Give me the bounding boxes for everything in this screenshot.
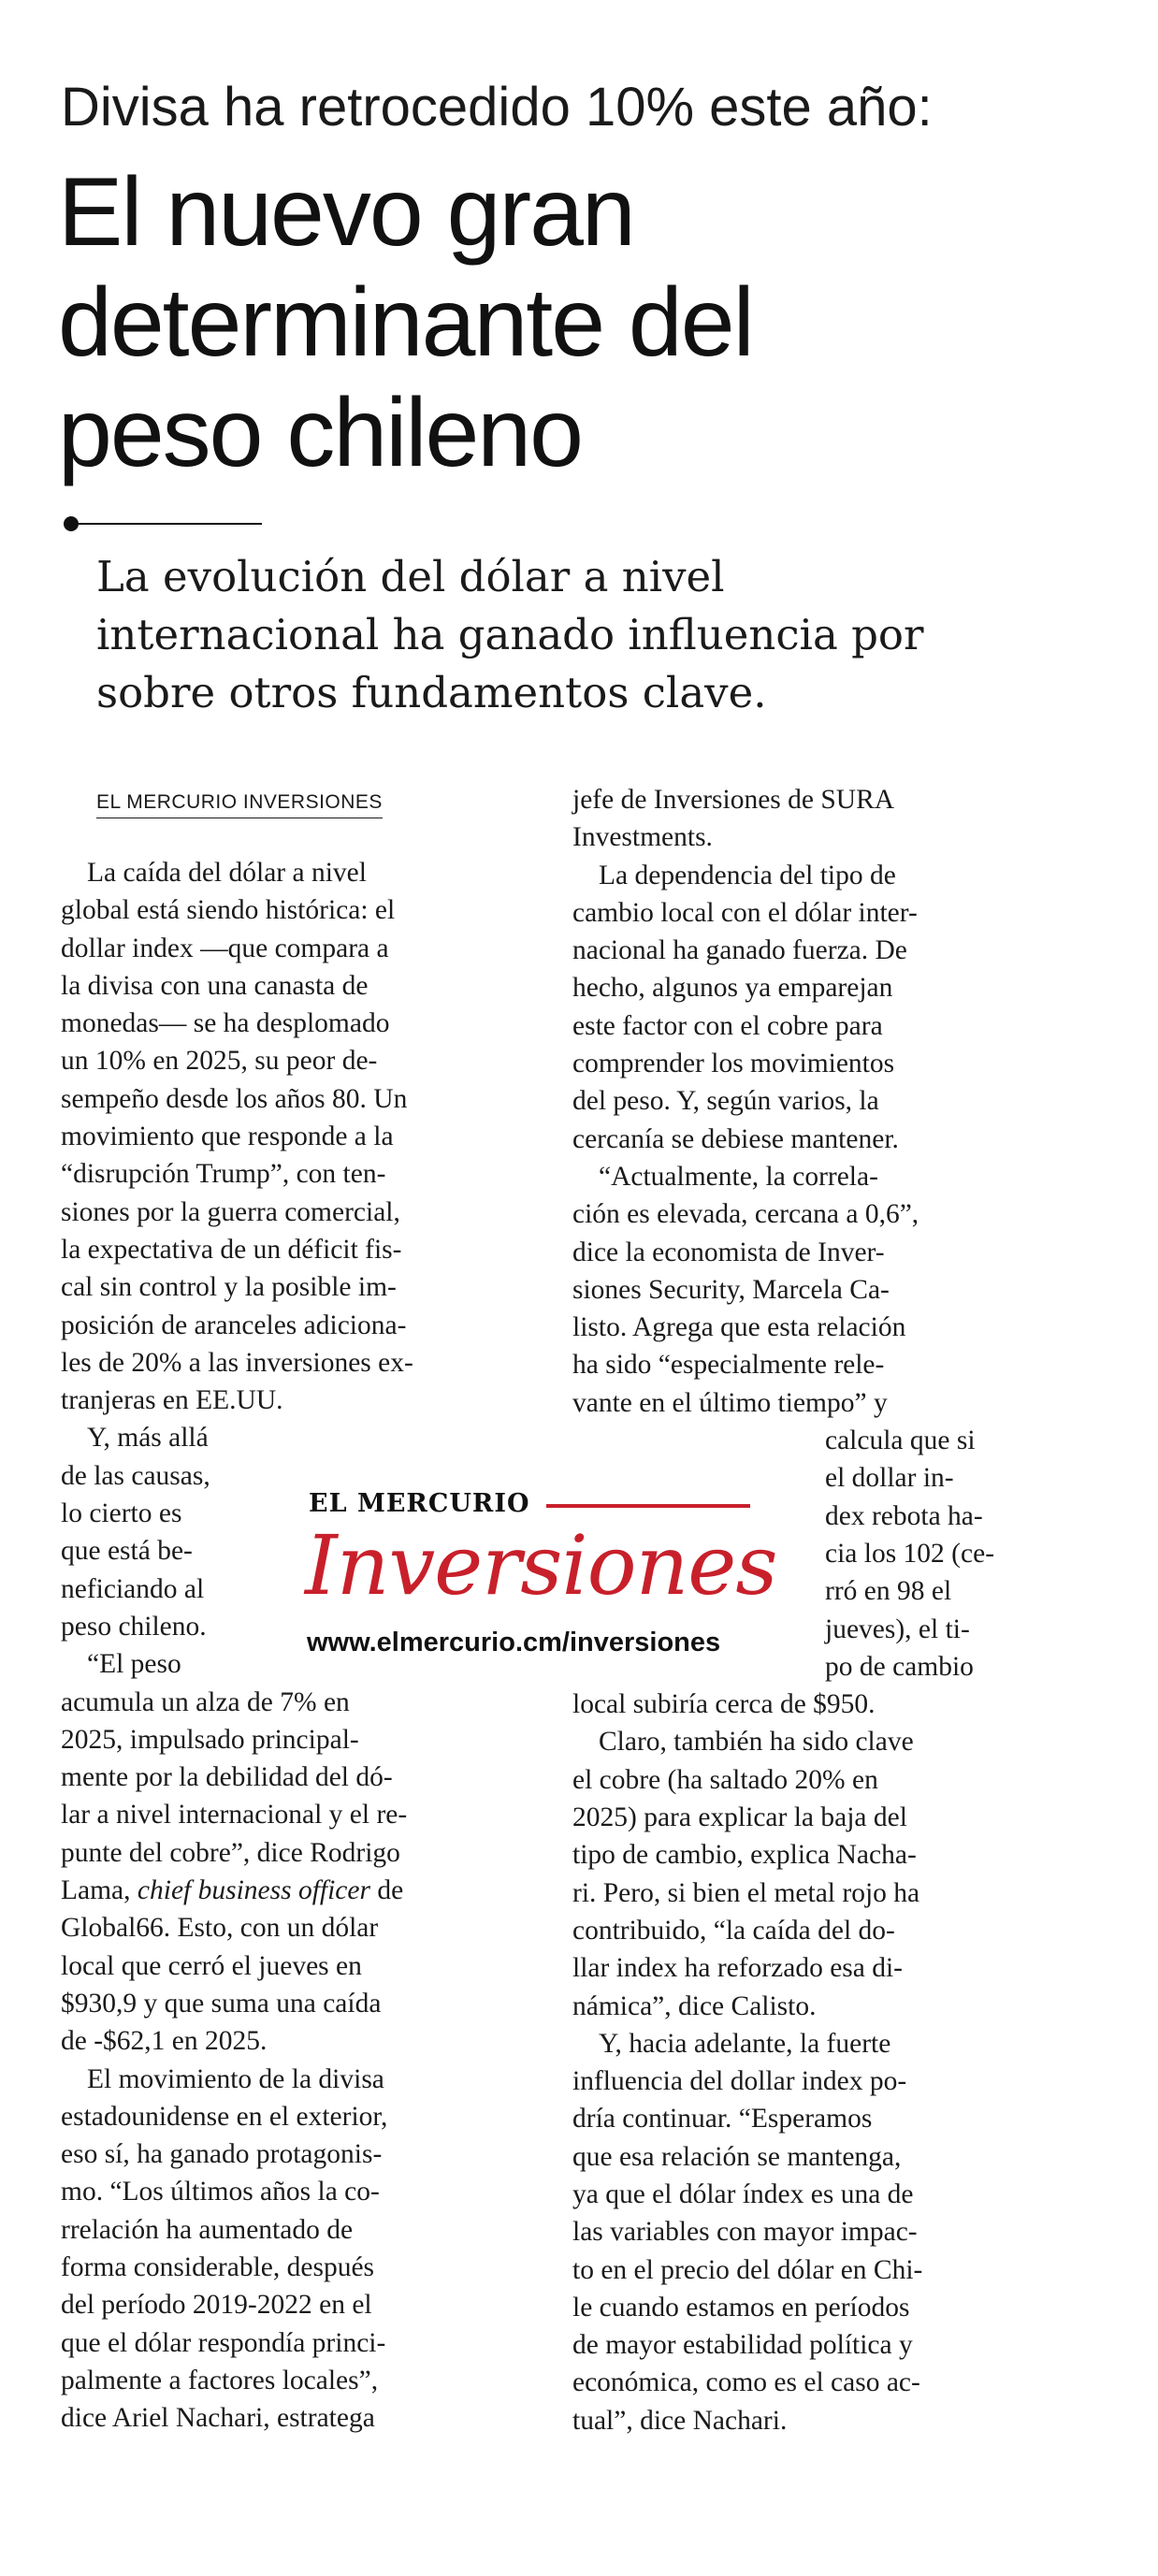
body-text-line: el dollar in-: [825, 1463, 954, 1494]
article-byline: EL MERCURIO INVERSIONES: [96, 791, 383, 818]
body-text-line: estadounidense en el exterior,: [61, 2101, 388, 2132]
body-text-line: mo. “Los últimos años la co-: [61, 2177, 380, 2207]
body-text-line: de -$62,1 en 2025.: [61, 2026, 268, 2057]
body-text-line: movimiento que responde a la: [61, 1122, 394, 1152]
body-text-line: económica, como es el caso ac-: [572, 2367, 920, 2398]
body-text-line: este factor con el cobre para: [572, 1010, 883, 1041]
body-text-line: rró en 98 el: [825, 1576, 952, 1607]
body-text-line: influencia del dollar index po-: [572, 2066, 907, 2097]
body-text-line: Lama, chief business officer de: [61, 1875, 404, 1906]
body-text-line: que está be-: [61, 1536, 193, 1567]
body-text-line: Y, más allá: [87, 1423, 209, 1454]
body-text-line: les de 20% a las inversiones ex-: [61, 1347, 413, 1378]
body-text-line: las variables con mayor impac-: [572, 2217, 918, 2248]
headline-line: peso chileno: [58, 379, 582, 487]
body-text-line: dice la economista de Inver-: [572, 1237, 885, 1267]
body-text-line: nacional ha ganado fuerza. De: [572, 935, 907, 966]
body-text-line: Claro, también ha sido clave: [599, 1727, 914, 1758]
body-text-line: siones Security, Marcela Ca-: [572, 1274, 890, 1305]
body-text-line: dex rebota ha-: [825, 1500, 983, 1531]
body-text-line: vante en el último tiempo” y: [572, 1387, 888, 1418]
body-text-line: cercanía se debiese mantener.: [572, 1123, 899, 1154]
body-text-line: acumula un alza de 7% en: [61, 1686, 350, 1717]
body-text-line: comprender los movimientos: [572, 1049, 895, 1079]
body-text-line: neficiando al: [61, 1573, 205, 1604]
el-mercurio-inversiones-logo: [301, 1476, 797, 1686]
body-text-line: La dependencia del tipo de: [599, 860, 896, 890]
body-text-line: tual”, dice Nachari.: [572, 2405, 788, 2436]
body-text-line: ri. Pero, si bien el metal rojo ha: [572, 1877, 920, 1908]
body-text-line: cambio local con el dólar inter-: [572, 897, 918, 928]
body-text-line: Y, hacia adelante, la fuerte: [599, 2028, 891, 2059]
divider-dot: [64, 516, 79, 531]
body-text-line: $930,9 y que suma una caída: [61, 1988, 382, 2019]
body-text-line: rrelación ha aumentado de: [61, 2214, 354, 2245]
body-text-line: El movimiento de la divisa: [87, 2063, 384, 2094]
body-text-line: sempeño desde los años 80. Un: [61, 1083, 408, 1114]
body-text-line: mente por la debilidad del dó-: [61, 1762, 393, 1793]
body-text-line: lar a nivel internacional y el re-: [61, 1800, 408, 1831]
body-text-line: dice Ariel Nachari, estratega: [61, 2403, 375, 2434]
body-text-line: listo. Agrega que esta relación: [572, 1312, 906, 1343]
body-text-line: que el dólar respondía princi-: [61, 2327, 386, 2358]
logo-masthead: EL MERCURIO: [309, 1489, 530, 1518]
article-deck: [96, 548, 1107, 722]
article-kicker: Divisa ha retrocedido 10% este año:: [61, 77, 933, 137]
body-text-line: tranjeras en EE.UU.: [61, 1385, 283, 1416]
body-text-line: posición de aranceles adiciona-: [61, 1310, 407, 1340]
deck-line: sobre otros fundamentos clave.: [96, 668, 767, 717]
body-text-line: to en el precio del dólar en Chi-: [572, 2254, 923, 2285]
body-text-line: un 10% en 2025, su peor de-: [61, 1046, 378, 1077]
body-text-line: llar index ha reforzado esa di-: [572, 1953, 904, 1984]
body-text-line: palmente a factores locales”,: [61, 2365, 379, 2395]
body-text-line: po de cambio: [825, 1651, 974, 1682]
divider-line: [79, 523, 262, 525]
body-text-line: jueves), el ti-: [825, 1614, 970, 1644]
body-text-line: de las causas,: [61, 1460, 210, 1491]
body-text-line: jefe de Inversiones de SURA: [572, 785, 895, 815]
body-text-line: que esa relación se mantenga,: [572, 2141, 902, 2172]
body-text-line: monedas— se ha desplomado: [61, 1008, 390, 1039]
body-text-line: “Actualmente, la correla-: [599, 1161, 878, 1192]
body-text-line: siones por la guerra comercial,: [61, 1196, 400, 1227]
body-text-line: Investments.: [572, 822, 713, 853]
body-text-line: local que cerró el jueves en: [61, 1950, 362, 1981]
body-text-line: 2025) para explicar la baja del: [572, 1802, 907, 1833]
headline-line: El nuevo gran: [58, 158, 634, 267]
body-text-line: námica”, dice Calisto.: [572, 1990, 817, 2021]
article-headline: [58, 157, 1087, 488]
body-text-line: contribuido, “la caída del do-: [572, 1915, 895, 1946]
body-text-line: 2025, impulsado principal-: [61, 1724, 359, 1755]
body-text-line: cia los 102 (ce-: [825, 1538, 995, 1569]
logo-red-bar: [546, 1504, 750, 1508]
body-text-line: eso sí, ha ganado protagonis-: [61, 2139, 383, 2170]
deck-line: La evolución del dólar a nivel: [96, 552, 725, 601]
body-text-line: la expectativa de un déficit fis-: [61, 1234, 402, 1265]
body-text-line: ción es elevada, cercana a 0,6”,: [572, 1199, 919, 1230]
logo-wordmark: Inversiones: [305, 1517, 777, 1614]
body-text-line: La caída del dólar a nivel: [87, 858, 367, 888]
body-text-line: del período 2019-2022 en el: [61, 2290, 372, 2321]
body-text-line: ya que el dólar índex es una de: [572, 2178, 914, 2209]
body-text-line: de mayor estabilidad política y: [572, 2330, 913, 2361]
body-text-line: tipo de cambio, explica Nacha-: [572, 1840, 917, 1871]
headline-line: determinante del: [58, 268, 753, 377]
body-text-line: dollar index —que compara a: [61, 933, 389, 963]
body-text-line: dría continuar. “Esperamos: [572, 2104, 873, 2135]
logo-url: www.elmercurio.cm/inversiones: [307, 1628, 721, 1657]
body-text-line: peso chileno.: [61, 1611, 207, 1642]
body-text-line: global está siendo histórica: el: [61, 895, 396, 926]
body-text-line: cal sin control y la posible im-: [61, 1272, 397, 1303]
body-text-line: lo cierto es: [61, 1498, 182, 1529]
body-text-line: local subiría cerca de $950.: [572, 1689, 876, 1720]
deck-line: internacional ha ganado influencia por: [96, 610, 924, 659]
body-text-line: calcula que si: [825, 1425, 976, 1456]
body-text-line: ha sido “especialmente rele-: [572, 1350, 885, 1381]
italic-term: chief business officer: [137, 1875, 370, 1906]
body-text-line: forma considerable, después: [61, 2251, 375, 2282]
body-text-line: hecho, algunos ya emparejan: [572, 973, 893, 1004]
body-text-line: punte del cobre”, dice Rodrigo: [61, 1837, 400, 1868]
body-text-line: “disrupción Trump”, con ten-: [61, 1159, 386, 1190]
body-text-line: “El peso: [87, 1649, 181, 1680]
body-text-line: el cobre (ha saltado 20% en: [572, 1764, 878, 1795]
body-text-line: le cuando estamos en períodos: [572, 2292, 910, 2323]
body-text-line: Global66. Esto, con un dólar: [61, 1913, 379, 1944]
body-text-line: la divisa con una canasta de: [61, 970, 369, 1001]
body-text-line: del peso. Y, según varios, la: [572, 1086, 879, 1117]
